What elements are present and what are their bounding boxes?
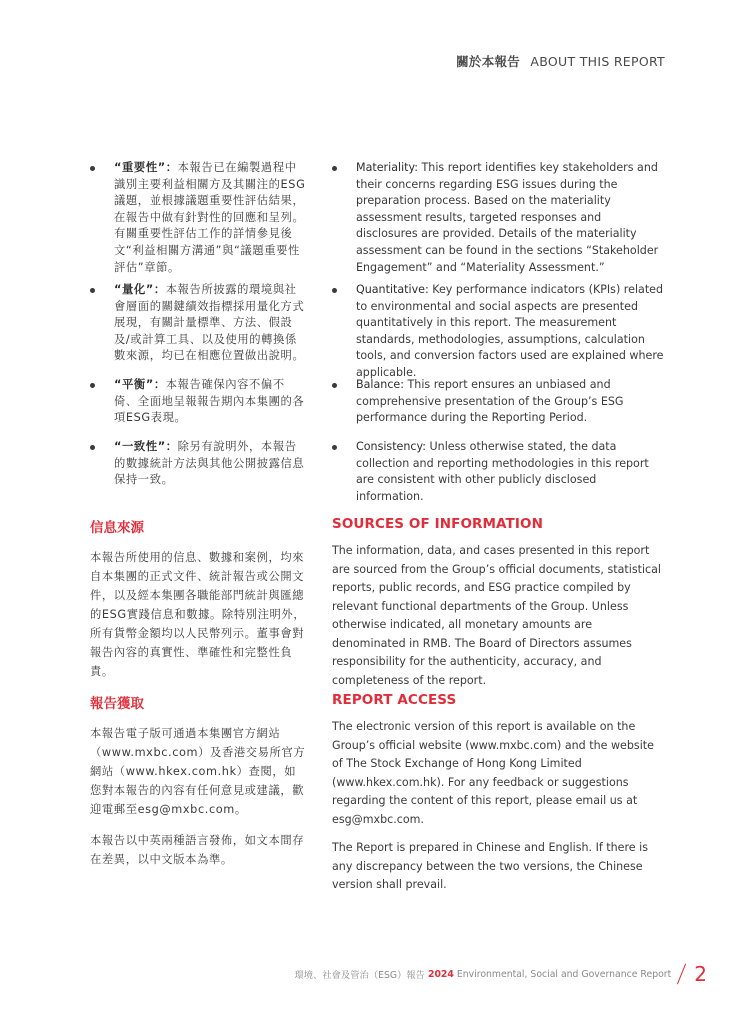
access-body-en-2: The Report is prepared in Chinese and English. If there is any discrepancy between the two versions, the Chinese version shall prevail. xyxy=(332,841,649,891)
principles-list-zh xyxy=(90,160,308,489)
bullet-materiality-zh xyxy=(90,160,308,282)
access-body-zh-1: 本報告電子版可通過本集團官方網站（www.mxbc.com）及香港交易所官方網站（www.hkex.com.hk）查閱，如您對本報告的內容有任何意見或建議，歡迎電郵至esg@mxbc.com。 xyxy=(90,727,306,816)
bullet-dot xyxy=(332,288,337,293)
bullet-text: 本報告所披露的環境與社會層面的關鍵績效指標採用量化方式展現，有關計量標準、方法、假設及/或計算工具、以及使用的轉換係數來源，均已在相應位置做出說明。 xyxy=(114,283,305,363)
bullet-balance-zh xyxy=(90,377,308,439)
bullet-term: Balance: xyxy=(356,378,404,391)
bullet-text: 本報告確保內容不偏不倚、全面地呈報報告期內本集團的各項ESG表現。 xyxy=(114,378,305,425)
bullet-materiality-en xyxy=(332,160,666,282)
sources-title-en: SOURCES OF INFORMATION xyxy=(332,516,543,532)
bullet-consistency-zh xyxy=(90,439,308,489)
bullet-balance-en xyxy=(332,377,666,439)
bullet-text: Unless otherwise stated, the data collection and reporting methodologies in this report are consistent with other publicly disclosed information. xyxy=(356,440,649,503)
page-footer xyxy=(294,962,707,986)
bullet-dot xyxy=(90,288,95,293)
bullet-term: “量化”： xyxy=(114,283,166,296)
sources-section-zh xyxy=(90,516,308,681)
bullet-quantitative-en xyxy=(332,282,666,377)
bullet-dot xyxy=(332,383,337,388)
bullet-text: : This report identifies key stakeholders and their concerns regarding ESG issues during the preparation process. Based on the materiality assessment results, targeted responses and disclosures are provided. Details of the materiality assessment can be found in the sections “Stakeholder Engagement” and “Materiality Assessment.” xyxy=(356,161,659,274)
bullet-term: “一致性”： xyxy=(114,440,178,453)
access-title-en: REPORT ACCESS xyxy=(332,692,457,708)
access-title-zh: 報告獲取 xyxy=(90,696,144,712)
bullet-text: 除另有說明外，本報告的數據統計方法與其他公開披露信息保持一致。 xyxy=(114,440,305,487)
bullet-dot xyxy=(332,166,337,171)
page-header xyxy=(456,52,665,70)
page-number: 2 xyxy=(694,962,707,986)
sources-title-zh: 信息來源 xyxy=(90,520,144,536)
footer-report-zh: 環境、社會及管治（ESG）報告 xyxy=(294,970,425,981)
bullet-term: “重要性”： xyxy=(114,161,178,174)
bullet-dot xyxy=(332,445,337,450)
sources-section-en xyxy=(332,516,666,690)
header-title-zh: 關於本報告 xyxy=(456,54,521,69)
bullet-dot xyxy=(90,445,95,450)
access-section-en xyxy=(332,692,666,895)
sources-body-en: The information, data, and cases presented in this report are sourced from the Group’s official documents, statistical reports, public records, and ESG practice compiled by relevant functional departments of the Group. Unless otherwise indicated, all monetary amounts are denominated in RMB. The Board of Directors assumes responsibility for the authenticity, accuracy, and completeness of the report. xyxy=(332,544,662,687)
bullet-consistency-en xyxy=(332,439,666,505)
access-body-zh-2: 本報告以中英兩種語言發佈，如文本間存在差異，以中文版本為準。 xyxy=(90,834,305,866)
principles-list-en xyxy=(332,160,666,505)
sources-body-zh: 本報告所使用的信息、數據和案例，均來自本集團的正式文件、統計報告或公開文件，以及經本集團各職能部門統計與匯總的ESG實踐信息和數據。除特別注明外，所有貨幣金額均以人民幣列示。董事會對報告內容的真實性、準確性和完整性負責。 xyxy=(90,551,306,678)
footer-report-en: Environmental, Social and Governance Report xyxy=(456,968,672,980)
bullet-term: Quantitative: xyxy=(356,283,429,296)
bullet-term: “平衡”： xyxy=(114,378,166,391)
header-title-en: ABOUT THIS REPORT xyxy=(530,54,665,69)
bullet-quantitative-zh xyxy=(90,282,308,377)
footer-year: 2024 xyxy=(427,968,454,980)
bullet-dot xyxy=(90,383,95,388)
access-section-zh xyxy=(90,692,308,869)
access-body-en-1: The electronic version of this report is available on the Group’s official website (www.mxbc.com) and the website of The Stock Exchange of Hong Kong Limited (www.hkex.com.hk). For any feedback or suggestions regarding the content of this report, please email us at esg@mxbc.com. xyxy=(332,720,654,826)
bullet-term: Materiality xyxy=(356,161,415,174)
bullet-term: Consistency: xyxy=(356,440,427,453)
bullet-text: 本報告已在編製過程中識別主要利益相關方及其關注的ESG議題，並根據議題重要性評估結果，在報告中做有針對性的回應和呈列。有關重要性評估工作的詳情參見後文“利益相關方溝通”與“議題重要性評估”章節。 xyxy=(114,161,306,274)
bullet-dot xyxy=(90,166,95,171)
bullet-text: Key performance indicators (KPIs) related to environmental and social aspects are presented quantitatively in this report. The measurement standards, methodologies, assumptions, calculation tools, and conversion factors used are explained where applicable. xyxy=(356,283,664,379)
footer-divider xyxy=(677,964,686,985)
bullet-text: This report ensures an unbiased and comprehensive presentation of the Group’s ESG performance during the Reporting Period. xyxy=(356,378,624,425)
